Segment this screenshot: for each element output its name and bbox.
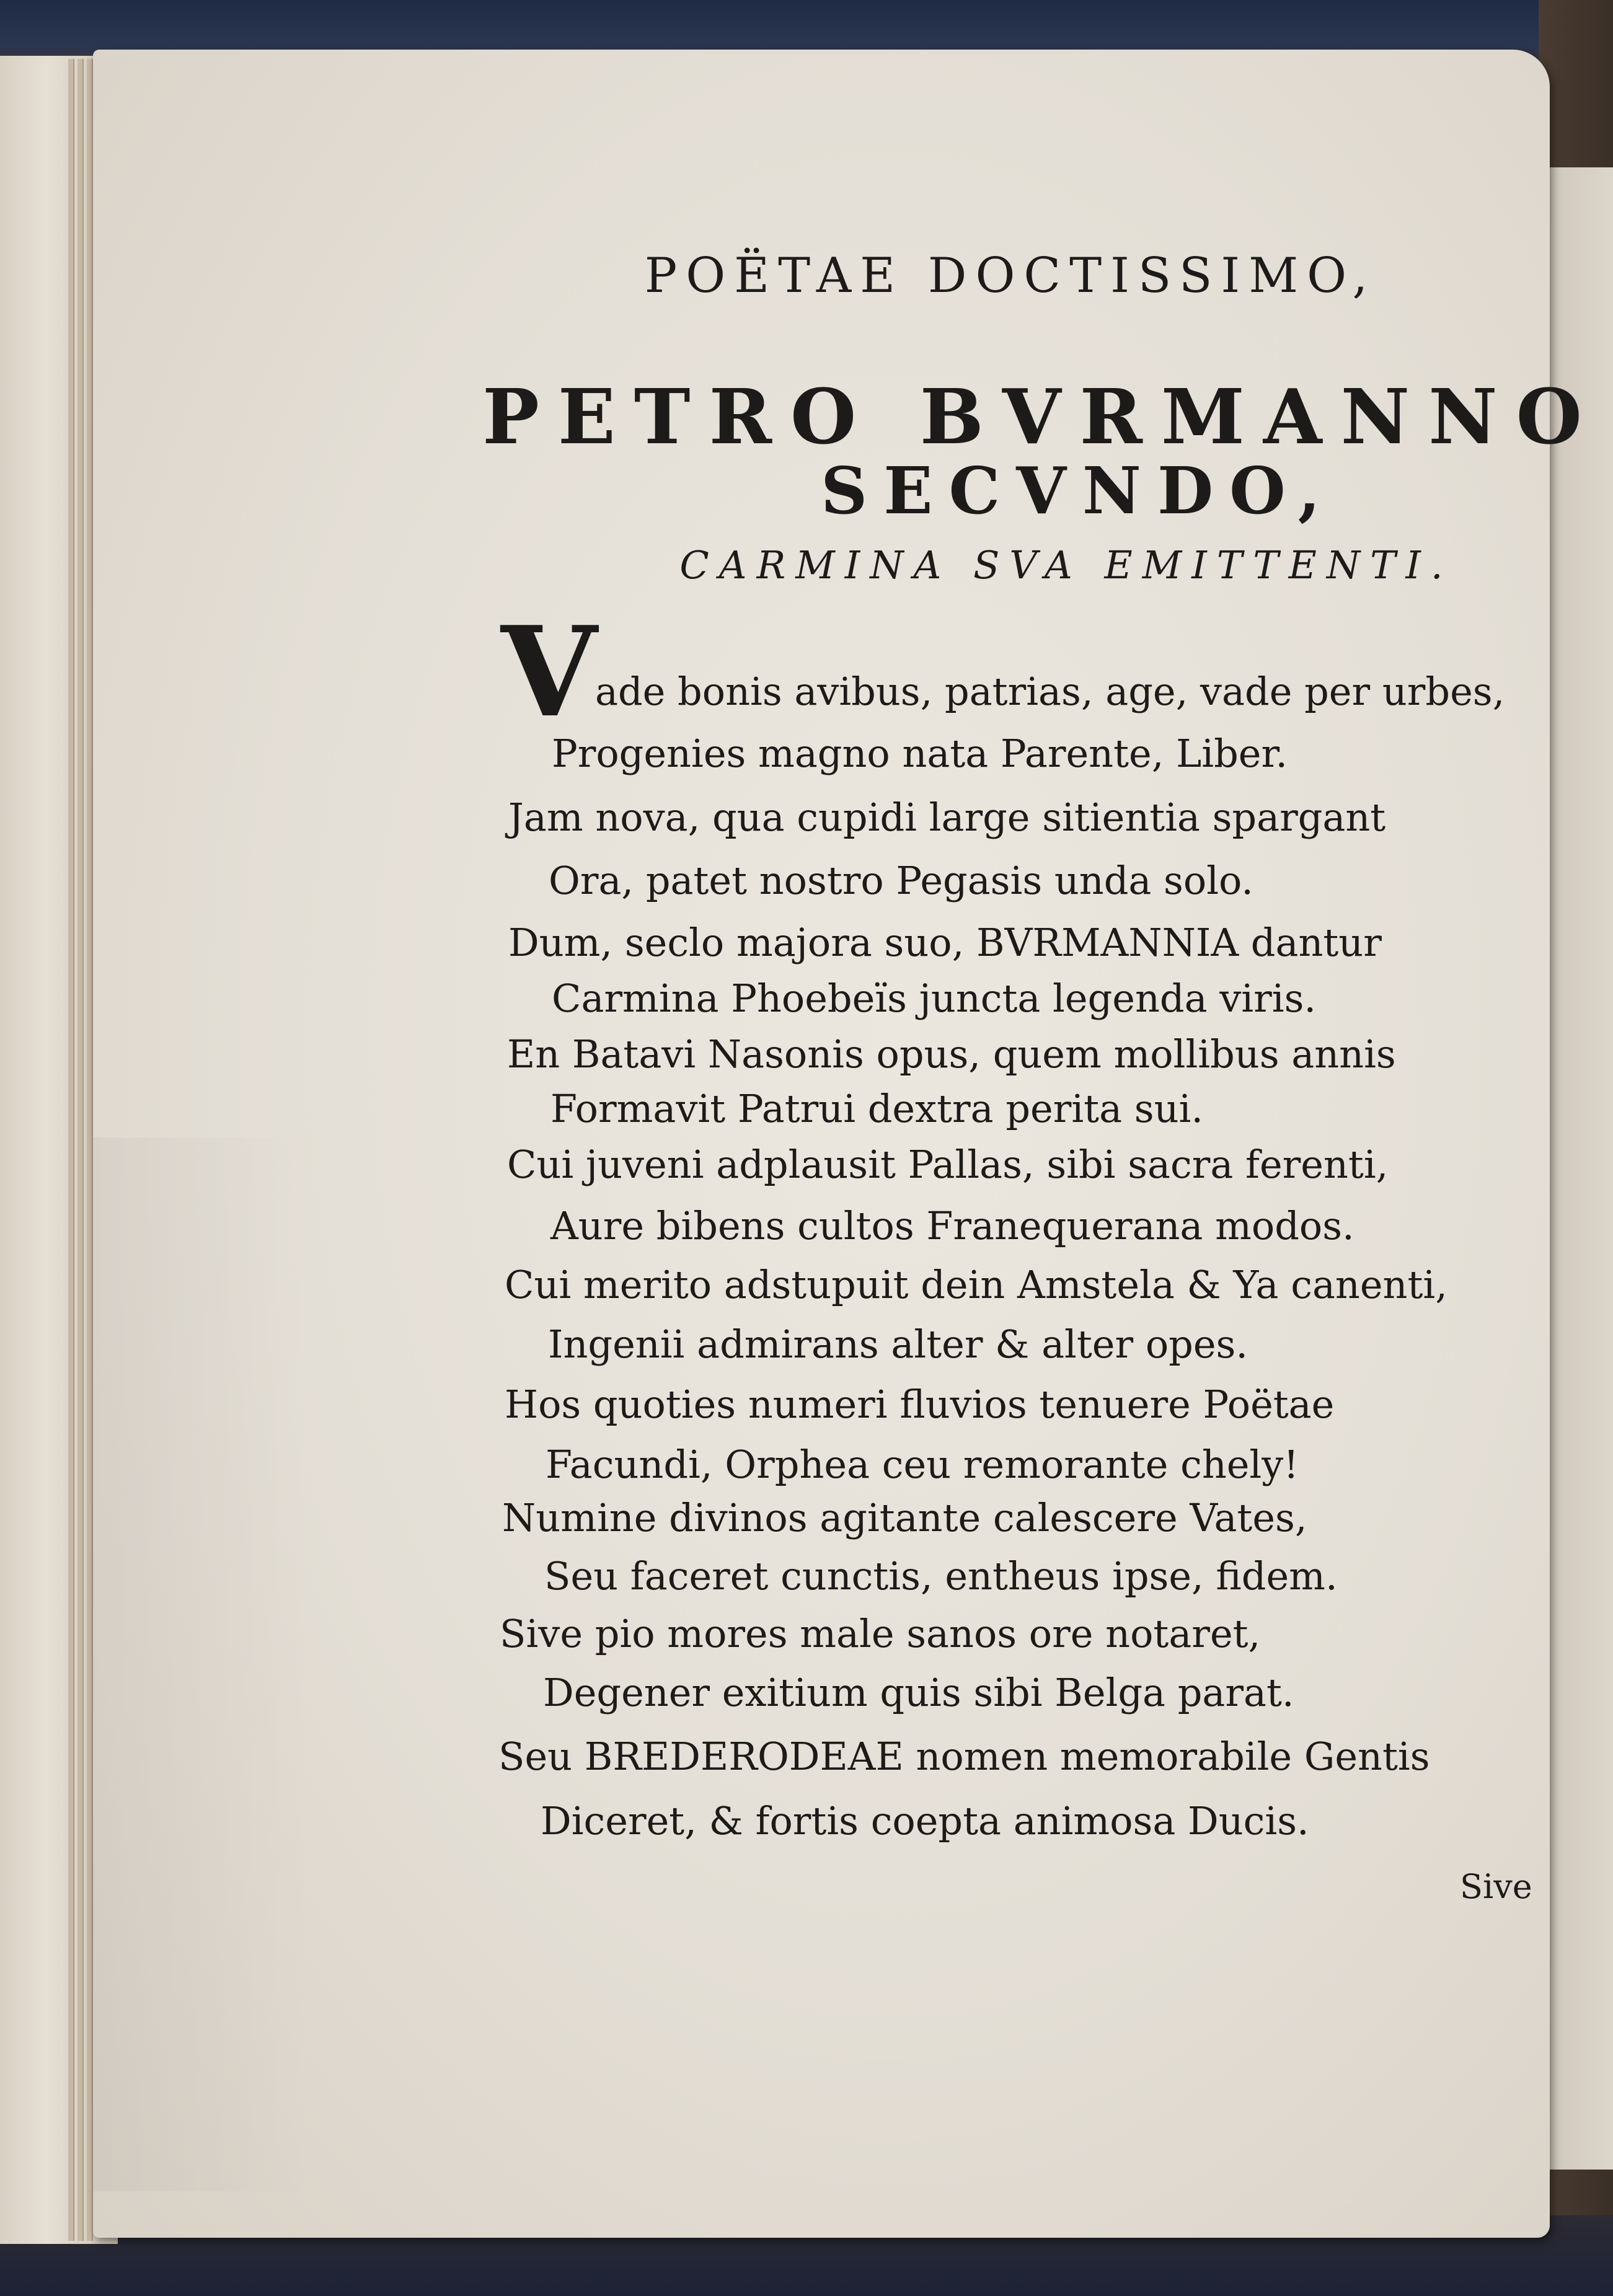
leaf-edge [77, 59, 84, 2241]
poem-line: Cui juveni adplausit Pallas, sibi sacra ferenti, [507, 1142, 1389, 1187]
poem-line: Sive pio mores male sanos ore notaret, [500, 1611, 1261, 1656]
subtitle-heading: CARMINA SVA EMITTENTI. [679, 542, 1453, 588]
book-page [93, 50, 1601, 2238]
catchword: Sive [1460, 1867, 1532, 1906]
poem-line: Aure bibens cultos Franequerana modos. [550, 1203, 1354, 1248]
name-heading: PETRO BVRMANNO [482, 372, 1601, 461]
poem-line: Numine divinos agitante calescere Vates, [502, 1495, 1307, 1540]
poem-line: Seu faceret cunctis, entheus ipse, fidem. [544, 1553, 1338, 1599]
secundo-heading: SECVNDO, [821, 453, 1337, 529]
printed-text-area [93, 50, 1601, 2238]
poem-line: Progenies magno nata Parente, Liber. [552, 731, 1288, 776]
leaf-edge [87, 59, 93, 2241]
poem-body [93, 50, 1550, 2238]
poem-line: Facundi, Orphea ceu remorante chely! [546, 1442, 1299, 1487]
poem-line: Formavit Patrui dextra perita sui. [550, 1086, 1204, 1131]
poem-line: En Batavi Nasonis opus, quem mollibus annis [507, 1031, 1396, 1077]
poem-line: Hos quoties numeri fluvios tenuere Poëtae [505, 1382, 1335, 1427]
poem-line: Degener exitium quis sibi Belga parat. [543, 1670, 1294, 1715]
poem-line: Jam nova, qua cupidi large sitientia spargant [508, 795, 1386, 840]
poem-line: ade bonis avibus, patrias, age, vade per urbes, [595, 669, 1505, 714]
poem-line: Diceret, & fortis coepta animosa Ducis. [541, 1798, 1309, 1843]
poem-line: Ingenii admirans alter & alter opes. [548, 1322, 1248, 1367]
drop-cap-initial: V [501, 599, 598, 745]
poem-line: Carmina Phoebeïs juncta legenda viris. [552, 976, 1317, 1021]
poem-line: Ora, patet nostro Pegasis unda solo. [549, 858, 1253, 903]
poem-line: Seu BREDERODEAE nomen memorabile Gentis [498, 1734, 1430, 1779]
poem-line: Dum, seclo majora suo, BVRMANNIA dantur [508, 920, 1382, 965]
dedication-heading: POËTAE DOCTISSIMO, [644, 248, 1377, 304]
poem-line: Cui merito adstupuit dein Amstela & Ya canenti, [505, 1262, 1447, 1307]
leaf-edge [68, 59, 74, 2241]
